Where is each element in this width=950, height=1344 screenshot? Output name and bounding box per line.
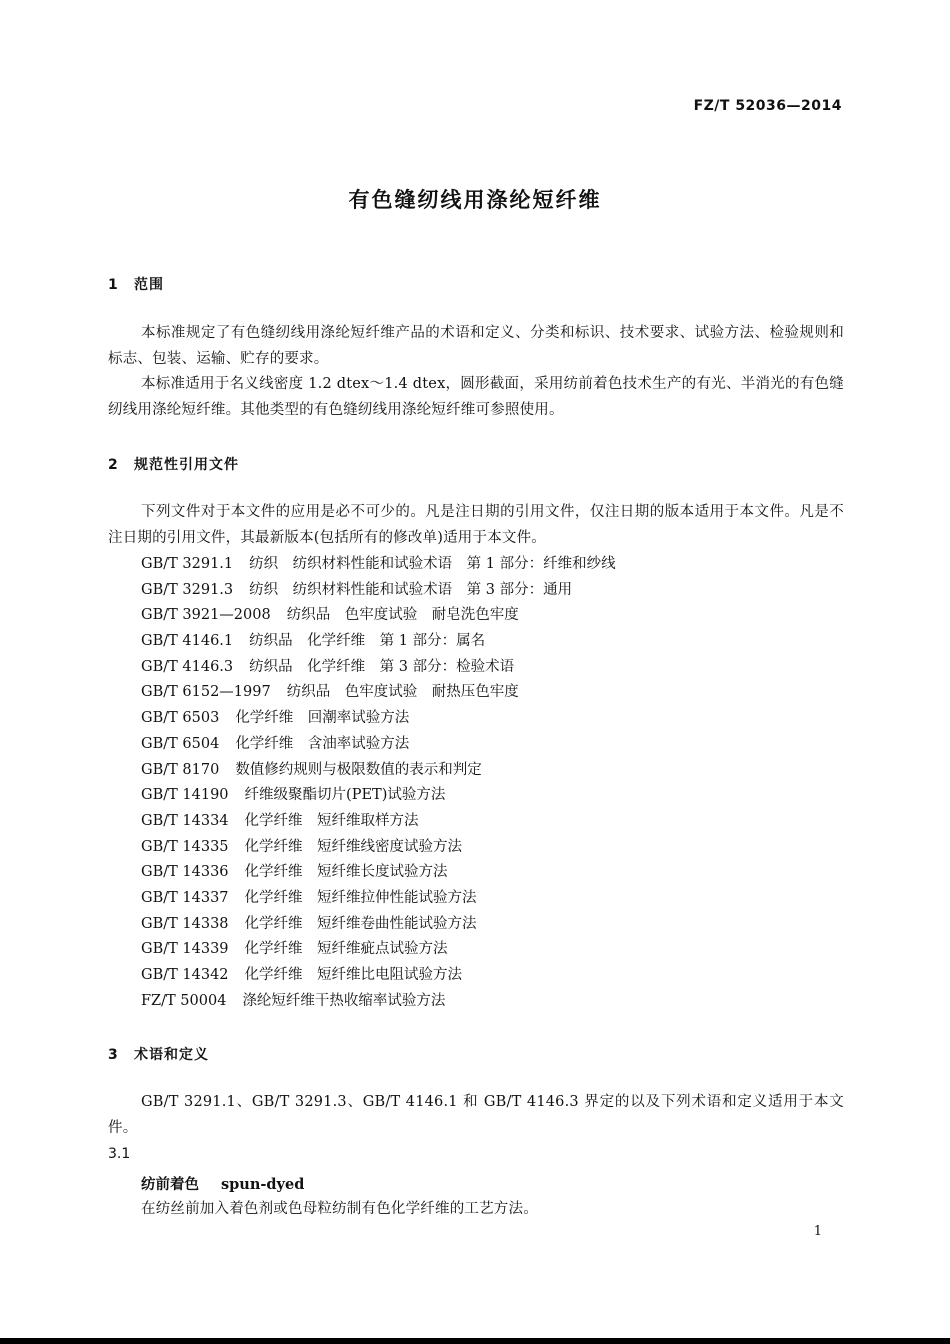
reference-code: GB/T 14335 xyxy=(141,838,229,855)
section-number: 3 xyxy=(108,1047,119,1063)
reference-item xyxy=(141,680,616,706)
reference-title: 数值修约规则与极限数值的表示和判定 xyxy=(235,761,482,778)
reference-code: GB/T 14336 xyxy=(141,864,229,881)
term-entry xyxy=(141,1173,304,1194)
reference-title: 化学纤维 短纤维取样方法 xyxy=(244,812,419,829)
reference-title: 涤纶短纤维干热收缩率试验方法 xyxy=(242,992,446,1009)
reference-item xyxy=(141,912,616,938)
scope-paragraph-1: 本标准规定了有色缝纫线用涤纶短纤维产品的术语和定义、分类和标识、技术要求、试验方法、检验规则和标志、包装、运输、贮存的要求。 xyxy=(108,325,844,367)
section-number: 1 xyxy=(108,277,119,293)
reference-code: GB/T 6152—1997 xyxy=(141,684,271,701)
reference-code: GB/T 14337 xyxy=(141,889,229,906)
reference-item xyxy=(141,809,616,835)
reference-title: 纺织品 色牢度试验 耐热压色牢度 xyxy=(286,684,519,701)
reference-title: 纺织品 色牢度试验 耐皂洗色牢度 xyxy=(286,607,519,624)
reference-code: GB/T 14342 xyxy=(141,967,229,983)
terms-intro-paragraph: GB/T 3291.1、GB/T 3291.3、GB/T 4146.1 和 GB/T 4146.3 界定的以及下列术语和定义适用于本文件。 xyxy=(108,1094,844,1136)
reference-code: GB/T 14338 xyxy=(141,915,229,932)
term-english: spun-dyed xyxy=(221,1176,305,1193)
term-chinese: 纺前着色 xyxy=(141,1176,199,1193)
section-title: 范围 xyxy=(134,277,164,293)
reference-code: GB/T 14190 xyxy=(141,787,229,804)
reference-item xyxy=(141,629,616,655)
reference-item xyxy=(141,706,616,732)
reference-title: 化学纤维 短纤维线密度试验方法 xyxy=(244,838,463,855)
page-bottom-edge xyxy=(0,1338,950,1344)
reference-code: GB/T 3921—2008 xyxy=(141,607,271,624)
page-number: 1 xyxy=(813,1224,822,1239)
reference-code: GB/T 6504 xyxy=(141,735,220,752)
reference-item xyxy=(141,886,616,912)
scope-paragraph-2: 本标准适用于名义线密度 1.2 dtex～1.4 dtex，圆形截面，采用纺前着色技术生产的有光、半消光的有色缝纫线用涤纶短纤维。其他类型的有色缝纫线用涤纶短纤维可参照使用。 xyxy=(108,376,844,418)
reference-title: 化学纤维 短纤维卷曲性能试验方法 xyxy=(244,915,477,932)
reference-code: GB/T 3291.3 xyxy=(141,581,234,598)
reference-item xyxy=(141,989,616,1015)
reference-title: 纺织 纺织材料性能和试验术语 第 3 部分：通用 xyxy=(249,581,573,598)
reference-item xyxy=(141,937,616,963)
reference-item xyxy=(141,860,616,886)
reference-code: GB/T 4146.1 xyxy=(141,633,234,650)
reference-title: 纺织 纺织材料性能和试验术语 第 1 部分：纤维和纱线 xyxy=(249,556,616,572)
reference-code: GB/T 3291.1 xyxy=(141,556,234,572)
reference-item xyxy=(141,783,616,809)
standard-code: FZ/T 52036—2014 xyxy=(693,98,842,114)
reference-item xyxy=(141,758,616,784)
refs-intro-paragraph: 下列文件对于本文件的应用是必不可少的。凡是注日期的引用文件，仅注日期的版本适用于本文件。凡是不注日期的引用文件，其最新版本(包括所有的修改单)适用于本文件。 xyxy=(108,504,844,546)
reference-item xyxy=(141,552,616,578)
reference-item xyxy=(141,603,616,629)
reference-code: GB/T 14339 xyxy=(141,941,229,958)
reference-code: GB/T 14334 xyxy=(141,812,229,829)
reference-item xyxy=(141,732,616,758)
reference-title: 化学纤维 短纤维疵点试验方法 xyxy=(244,941,448,958)
reference-list xyxy=(141,552,616,1014)
reference-item xyxy=(141,963,616,989)
section-1-heading xyxy=(108,274,164,294)
subclause-number: 3.1 xyxy=(108,1146,131,1162)
reference-item xyxy=(141,578,616,604)
reference-code: FZ/T 50004 xyxy=(141,992,227,1009)
reference-title: 化学纤维 短纤维比电阻试验方法 xyxy=(244,967,463,983)
reference-title: 化学纤维 含油率试验方法 xyxy=(235,735,410,752)
reference-item xyxy=(141,835,616,861)
reference-code: GB/T 8170 xyxy=(141,761,220,778)
reference-title: 化学纤维 回潮率试验方法 xyxy=(235,710,410,727)
reference-code: GB/T 6503 xyxy=(141,710,220,727)
reference-title: 纺织品 化学纤维 第 1 部分：属名 xyxy=(249,633,486,650)
reference-code: GB/T 4146.3 xyxy=(141,658,234,675)
term-definition: 在纺丝前加入着色剂或色母粒纺制有色化学纤维的工艺方法。 xyxy=(141,1201,538,1217)
section-number: 2 xyxy=(108,457,119,473)
section-2-heading xyxy=(108,454,239,474)
reference-title: 纺织品 化学纤维 第 3 部分：检验术语 xyxy=(249,658,515,675)
reference-title: 化学纤维 短纤维拉伸性能试验方法 xyxy=(244,889,477,906)
section-3-heading xyxy=(108,1044,209,1064)
section-title: 术语和定义 xyxy=(134,1047,209,1063)
section-title: 规范性引用文件 xyxy=(134,457,239,473)
reference-title: 化学纤维 短纤维长度试验方法 xyxy=(244,864,448,881)
document-title: 有色缝纫线用涤纶短纤维 xyxy=(348,188,602,212)
reference-title: 纤维级聚酯切片(PET)试验方法 xyxy=(244,787,446,804)
reference-item xyxy=(141,655,616,681)
